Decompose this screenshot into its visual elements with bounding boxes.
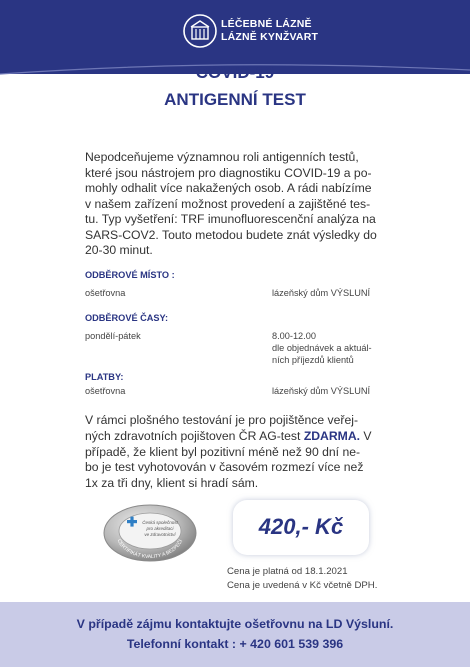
para2-line: V rámci plošného testování je pro pojištěnce veřej- [85,413,359,427]
spa-building-icon [183,14,217,48]
price-vat-note: Cena je uvedená v Kč včetně DPH. [227,580,378,591]
seal-text: ve zdravotnictví [144,532,176,537]
times-right-line: dle objednávek a aktuál- [272,343,372,353]
intro-line: tu. Typ vyšetření: TRF imunofluorescenční analýza na [85,212,376,226]
intro-paragraph [85,150,405,259]
times-right [272,330,372,366]
place-label: ODBĚROVÉ MÍSTO : [85,270,175,280]
title-line2: ANTIGENNÍ TEST [164,90,306,109]
quality-certificate-seal [102,503,198,563]
times-right-line: ních příjezdů klientů [272,355,354,365]
pay-left: ošetřovna [85,386,126,396]
para2-line: případě, že klient byl pozitivní méně než 90 dní ne- [85,444,361,459]
seal-text: Česká společnost [142,520,178,525]
footer-line2: Telefonní kontakt : + 420 601 539 396 [126,637,344,651]
intro-line: v našem zařízení možnost provedení a zajištěné tes- [85,196,371,211]
seal-ring-path: CERTIFIKÁT KVALITY A BEZPEČÍ [115,538,185,561]
para2-line: 1x za tři dny, klient si hradí sám. [85,476,259,491]
intro-line: SARS-COV2. Touto metodou budete znát výsledky do [85,227,377,242]
intro-line: které jsou nástrojem pro diagnostiku COVID-19 a po- [85,165,372,180]
para2-text: V [360,428,372,443]
logo [183,14,318,48]
title-line1: COVID-19 [195,63,275,82]
footer-band [0,602,470,667]
para2-line: bo je test vyhotovován v časovém rozmezí více než [85,460,364,475]
price-valid-note: Cena je platná od 18.1.2021 [227,566,348,577]
times-left: pondělí-pátek [85,331,141,341]
free-highlight: ZDARMA. [303,428,361,443]
logo-line1: LÉČEBNÉ LÁZNĚ [221,18,312,30]
intro-line: 20-30 minut. [85,243,153,257]
price: 420,- Kč [258,514,344,539]
intro-line: mohly odhalit více nakažených osob. A rádi nabízíme [85,181,372,195]
seal-text: pro akreditaci [146,526,174,531]
logo-line2: LÁZNĚ KYNŽVART [221,31,319,43]
pay-label: PLATBY: [85,372,124,382]
times-label: ODBĚROVÉ ČASY: [85,313,169,323]
place-right: lázeňský dům VÝSLUNÍ [272,288,371,298]
intro-line: Nepodceňujeme významnou roli antigenních testů, [85,150,359,164]
para2-line [85,429,405,445]
footer-line1: V případě zájmu kontaktujte ošetřovnu na LD Výsluní. [76,617,394,631]
para2-text: ných zdravotních pojištoven ČR AG-test [85,428,304,443]
price-box [233,500,369,555]
free-test-paragraph [85,413,405,492]
place-left: ošetřovna [85,288,126,298]
times-right-line: 8.00-12.00 [272,331,316,341]
pay-right: lázeňský dům VÝSLUNÍ [272,386,371,396]
